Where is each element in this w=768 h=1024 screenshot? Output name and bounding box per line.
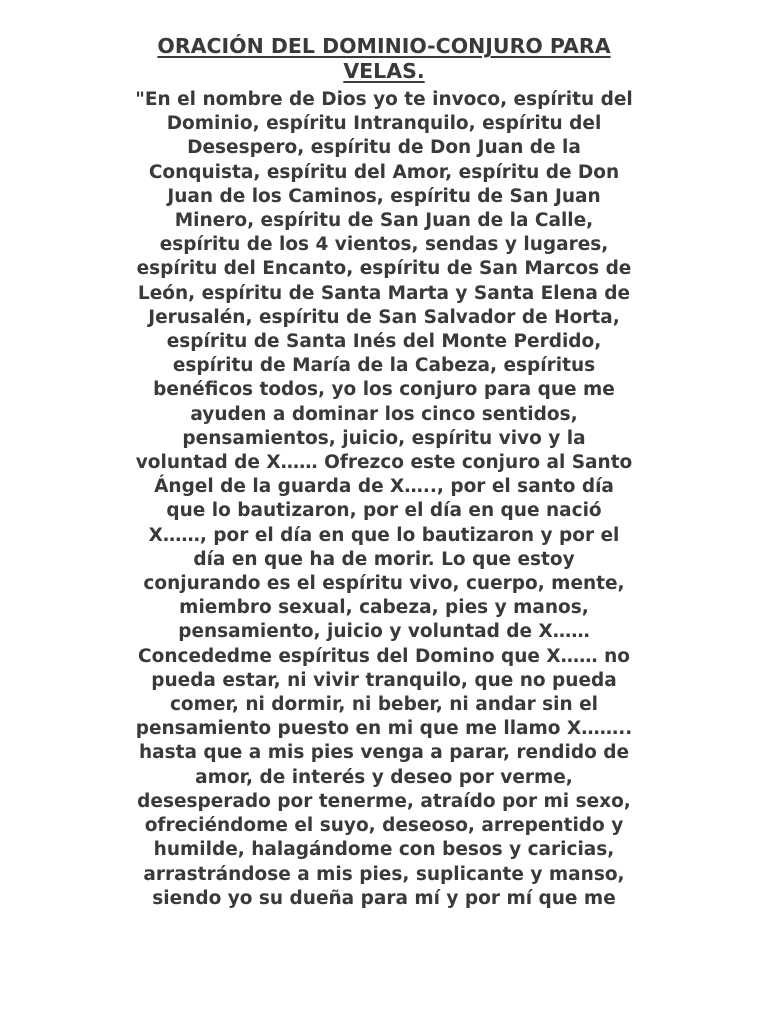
body-line: pensamiento, juicio y voluntad de X…… xyxy=(178,621,590,643)
body-line: Ángel de la guarda de X….., por el santo día xyxy=(154,476,614,498)
body-line: conjurando es el espíritu vivo, cuerpo, mente, xyxy=(143,573,625,595)
body-line: espíritu del Encanto, espíritu de San Marcos de xyxy=(136,258,632,280)
body-line: X……, por el día en que lo bautizaron y por el xyxy=(148,524,620,546)
body-line: espíritu de los 4 vientos, sendas y lugares, xyxy=(159,234,609,256)
body-line: benéficos todos, yo los conjuro para que me xyxy=(153,379,615,401)
body-line: Conquista, espíritu del Amor, espíritu de Don xyxy=(148,161,620,183)
body-line: León, espíritu de Santa Marta y Santa Elena de xyxy=(137,282,631,304)
body-line: hasta que a mis pies venga a parar, rendido de xyxy=(138,742,630,764)
body-line: desesperado por tenerme, atraído por mi sexo, xyxy=(137,790,631,812)
body-line: ayuden a dominar los cinco sentidos, xyxy=(190,403,578,425)
body-line: espíritu de Santa Inés del Monte Perdido, xyxy=(166,331,602,353)
body-line: Concededme espíritus del Domino que X…… no xyxy=(138,645,630,667)
body-line: "En el nombre de Dios yo te invoco, espíritu del xyxy=(135,89,633,110)
body-line: Desespero, espíritu de Don Juan de la xyxy=(187,137,581,159)
body-line: arrastrándose a mis pies, suplicante y manso, xyxy=(143,863,625,885)
body-line: Dominio, espíritu Intranquilo, espíritu del xyxy=(166,113,602,135)
body-line: que lo bautizaron, por el día en que nació xyxy=(166,500,602,522)
body-line: siendo yo su dueña para mí y por mí que me xyxy=(152,887,616,909)
body-line: humilde, halagándome con besos y caricias, xyxy=(153,839,615,861)
body-line: Jerusalén, espíritu de San Salvador de Horta, xyxy=(148,306,620,328)
body-line: día en que ha de morir. Lo que estoy xyxy=(193,548,575,570)
body-line: amor, de interés y deseo por verme, xyxy=(195,766,573,788)
title-line: VELAS. xyxy=(343,59,425,83)
body-line: voluntad de X…… Ofrezco este conjuro al Santo xyxy=(135,452,633,474)
title-line: ORACIÓN DEL DOMINIO-CONJURO PARA xyxy=(157,34,611,58)
document-body xyxy=(104,88,664,911)
body-line: miembro sexual, cabeza, pies y manos, xyxy=(179,597,589,619)
body-line: pensamiento puesto en mi que me llamo X…….. xyxy=(135,718,633,740)
body-line: Juan de los Caminos, espíritu de San Juan xyxy=(167,185,601,207)
body-line: pueda estar, ni vivir tranquilo, que no pueda xyxy=(151,669,617,691)
body-line: comer, ni dormir, ni beber, ni andar sin el xyxy=(169,694,599,716)
body-line: ofreciéndome el suyo, deseoso, arrepentido y xyxy=(144,815,624,837)
body-line: espíritu de María de la Cabeza, espíritus xyxy=(172,355,596,377)
document-title xyxy=(0,34,768,84)
body-line: Minero, espíritu de San Juan de la Calle, xyxy=(174,210,594,232)
body-line: pensamientos, juicio, espíritu vivo y la xyxy=(182,427,586,449)
